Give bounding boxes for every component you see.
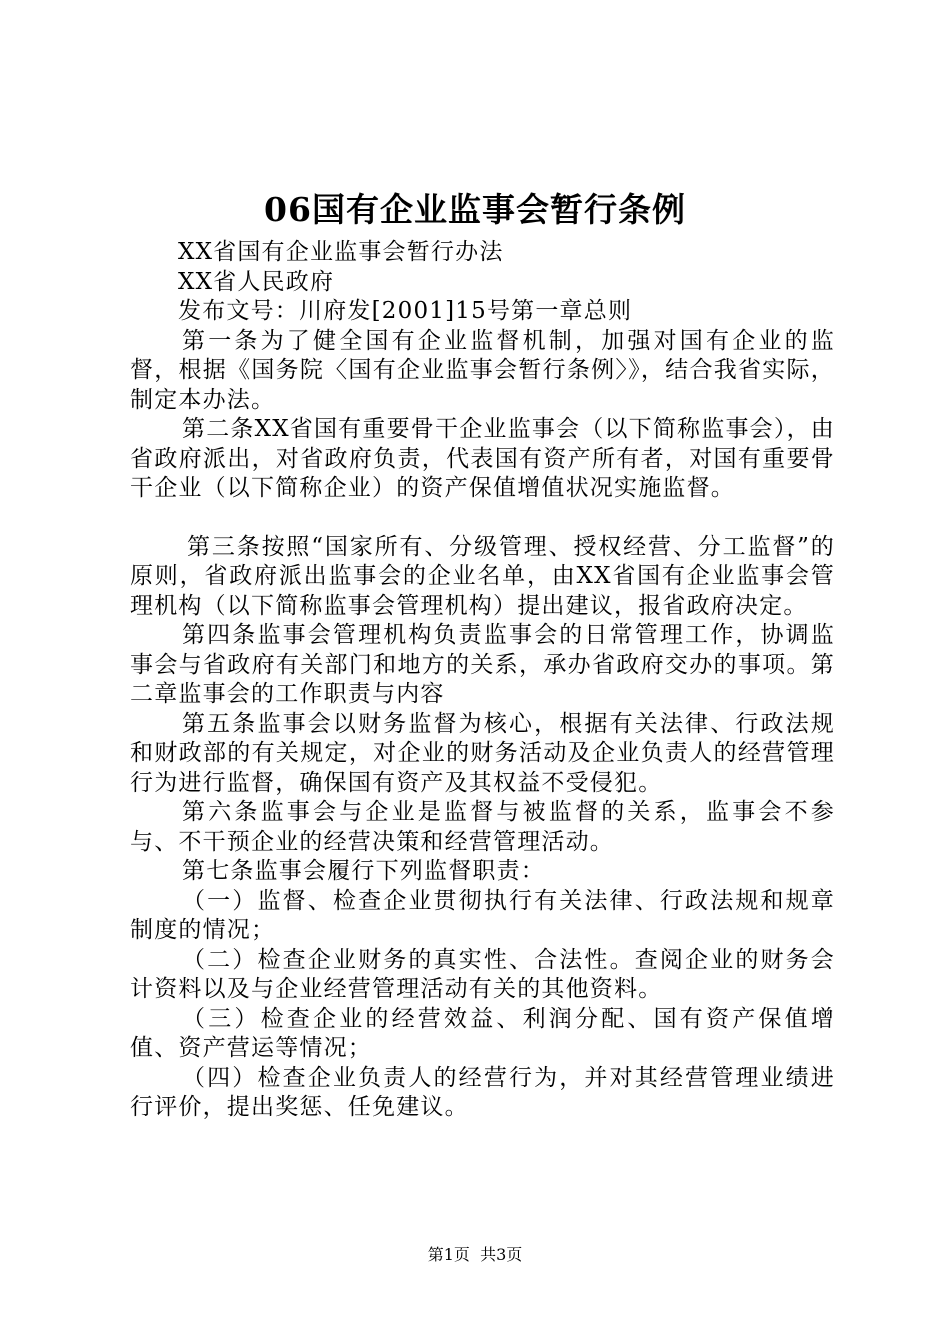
paragraph-issuer: XX省人民政府 (178, 268, 335, 295)
paragraph-article-5: 第五条监事会以财务监督为核心，根据有关法律、行政法规和财政部的有关规定，对企业的财务活动及企业负责人的经营管理行为进行监督，确保国有资产及其权益不受侵犯。 (130, 710, 835, 796)
paragraph-article-3: 第三条按照“国家所有、分级管理、授权经营、分工监督”的原则，省政府派出监事会的企业名单，由XX省国有企业监事会管理机构（以下简称监事会管理机构）提出建议，报省政府决定。 (130, 533, 835, 619)
paragraph-item-2: （二）检查企业财务的真实性、合法性。查阅企业的财务会计资料以及与企业经营管理活动有关的其他资料。 (130, 946, 835, 1002)
page-footer: 第1页 共3页 (427, 1245, 523, 1264)
document-body (130, 238, 835, 1123)
paragraph-item-1: （一）监督、检查企业贯彻执行有关法律、行政法规和规章制度的情况； (130, 887, 835, 943)
paragraph-doc-number: 发布文号：川府发[2001]15号第一章总则 (178, 298, 633, 324)
paragraph-article-4: 第四条监事会管理机构负责监事会的日常管理工作，协调监事会与省政府有关部门和地方的关系，承办省政府交办的事项。第二章监事会的工作职责与内容 (130, 622, 835, 707)
paragraph-article-2: 第二条XX省国有重要骨干企业监事会（以下简称监事会），由省政府派出，对省政府负责，代表国有资产所有者，对国有重要骨干企业（以下简称企业）的资产保值增值状况实施监督。 (130, 416, 835, 501)
paragraph-item-4: （四）检查企业负责人的经营行为，并对其经营管理业绩进行评价，提出奖惩、任免建议。 (130, 1064, 835, 1120)
paragraph-item-3: （三）检查企业的经营效益、利润分配、国有资产保值增值、资产营运等情况； (130, 1005, 835, 1061)
paragraph-subtitle: XX省国有企业监事会暂行办法 (178, 239, 504, 265)
paragraph-article-6: 第六条监事会与企业是监督与被监督的关系，监事会不参与、不干预企业的经营决策和经营管理活动。 (130, 799, 835, 855)
document-title: 06国有企业监事会暂行条例 (264, 190, 686, 229)
paragraph-article-7: 第七条监事会履行下列监督职责： (182, 858, 545, 884)
paragraph-article-1: 第一条为了健全国有企业监督机制，加强对国有企业的监督，根据《国务院〈国有企业监事会暂行条例〉》，结合我省实际，制定本办法。 (130, 327, 835, 413)
